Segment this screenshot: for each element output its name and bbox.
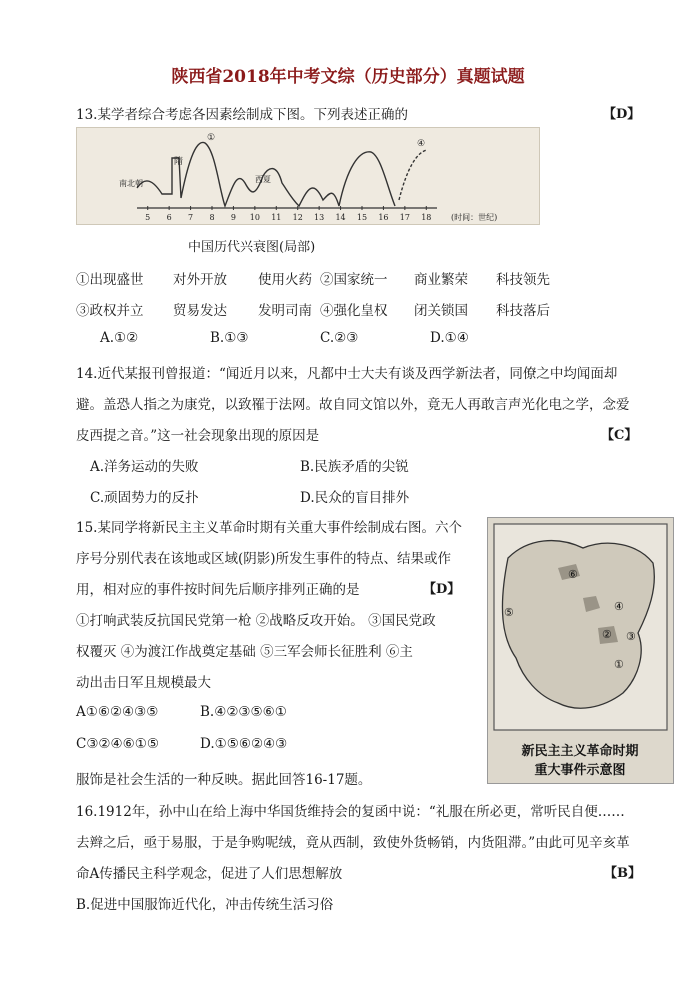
q13-item: ②国家统一: [320, 272, 388, 288]
chart-x-tick-label: 8: [209, 213, 215, 222]
chart-x-tick-label: 5: [145, 213, 151, 222]
q16-answer: 【B】: [604, 866, 641, 881]
q13-item: 科技领先: [496, 272, 550, 288]
q14-line-1: 14.近代某报刊曾报道：“闻近月以来，凡都中士大夫有谈及西学新法者，同僚之中均闻面却: [76, 366, 618, 382]
chart-x-tick-label: 11: [271, 213, 282, 222]
q15-line-5: 权覆灭 ④为渡江作战奠定基础 ⑤三军会师长征胜利 ⑥主: [76, 644, 413, 660]
q13-item: 贸易发达: [173, 303, 227, 319]
section-intro: 服饰是社会生活的一种反映。据此回答16-17题。: [76, 772, 372, 788]
q15-answer: 【D】: [423, 582, 461, 597]
map-number: ②: [602, 628, 612, 641]
chart-x-tick-label: 6: [166, 213, 172, 222]
q14-option: D.民众的盲目排外: [300, 490, 410, 506]
chart-label-1: ①: [207, 133, 216, 143]
q13-item: ④强化皇权: [320, 303, 388, 319]
q16-line-1: 16.1912年，孙中山在给上海中华国货维持会的复函中说：“礼服在所必更，常听民自便……: [76, 804, 625, 820]
chart-x-tick-label: 14: [335, 213, 346, 222]
page-title: 陕西省2018年中考文综（历史部分）真题试题: [171, 67, 525, 87]
q15-option-d: D.①⑤⑥②④③: [200, 736, 288, 752]
chart-x-tick-label: 7: [188, 213, 194, 222]
q13-stem: 13.某学者综合考虑各因素绘制成下图。下列表述正确的: [76, 107, 408, 123]
chart-label-xixia: 西夏: [255, 175, 271, 184]
chart-curve-dashed: [399, 150, 427, 200]
q14-option: A.洋务运动的失败: [90, 459, 199, 475]
q14-option: B.民族矛盾的尖锐: [300, 459, 409, 475]
q15-line-3: 用，相对应的事件按时间先后顺序排列正确的是: [76, 582, 360, 598]
q15-line-1: 15.某同学将新民主主义革命时期有关重大事件绘制成右图。六个: [76, 520, 462, 536]
chart-x-tick-label: 9: [230, 213, 236, 222]
dynasty-chart-svg: [77, 128, 539, 224]
q13-item: ①出现盛世: [76, 272, 144, 288]
map-caption-line-2: 重大事件示意图: [534, 763, 626, 778]
q13-item: 对外开放: [173, 272, 227, 288]
map-number: ④: [614, 600, 624, 613]
map-number: ⑤: [504, 606, 514, 619]
q15-line-6: 动出击日军且规模最大: [76, 675, 211, 691]
q16-line-2: 去辫之后，亟于易服，于是争购呢绒，竟从西制，致使外货畅销，内货阻滞。”由此可见辛亥革: [76, 835, 630, 851]
q13-answer: 【D】: [603, 107, 641, 122]
q14-answer: 【C】: [601, 428, 638, 443]
chart-x-tick-label: 15: [356, 213, 368, 222]
q13-item: 闭关锁国: [414, 303, 468, 319]
chart-x-tick-label: 12: [292, 213, 303, 222]
q14-option: C.顽固势力的反扑: [90, 490, 199, 506]
q14-line-3: 皮西提之音。”这一社会现象出现的原因是: [76, 428, 320, 444]
q15-option-c: C③②④⑥①⑤: [76, 736, 159, 752]
q13-chart-caption: 中国历代兴衰图(局部): [188, 240, 316, 255]
q15-line-2: 序号分别代表在该地或区域(阴影)所发生事件的特点、结果或作: [76, 551, 452, 567]
q16-line-3: 命A传播民主科学观念，促进了人们思想解放: [76, 866, 343, 882]
q13-item: 使用火药: [258, 272, 312, 288]
map-number: ⑥: [568, 568, 578, 581]
q15-line-4: ①打响武装反抗国民党第一枪 ②战略反攻开始。 ③国民党政: [76, 613, 436, 629]
q13-option: B.①③: [210, 330, 249, 346]
q13-item: ③政权并立: [76, 303, 144, 319]
q15-option-a: A①⑥②④③⑤: [76, 704, 159, 720]
map-caption-line-1: 新民主主义革命时期: [521, 744, 639, 759]
chart-x-tick-label: 13: [314, 213, 325, 222]
chart-label-nanbeichao: 南北朝: [119, 179, 143, 188]
q15-option-b: B.④②③⑤⑥①: [200, 704, 287, 720]
q13-option: C.②③: [320, 330, 359, 346]
q14-line-2: 避。盖恐人指之为康党，以致罹于法网。故自同文馆以外，竟无人再敢言声光化电之学，念爱: [76, 397, 630, 413]
dynasty-chart: [76, 127, 540, 225]
q13-item: 发明司南: [258, 303, 312, 319]
chart-label-4: ④: [417, 139, 426, 149]
q13-option: D.①④: [430, 330, 469, 346]
q13-item: 商业繁荣: [414, 272, 468, 288]
map-number: ①: [614, 658, 624, 671]
q16-line-4: B.促进中国服饰近代化，冲击传统生活习俗: [76, 897, 334, 913]
revolution-map-svg: [488, 518, 673, 783]
chart-label-sui: 隋: [174, 157, 184, 167]
q13-item: 科技落后: [496, 303, 550, 319]
chart-xlabel: (时间：世纪): [451, 213, 498, 222]
chart-x-tick-label: 18: [421, 213, 432, 222]
q13-option: A.①②: [100, 330, 139, 346]
chart-x-tick-label: 16: [378, 213, 389, 222]
chart-x-tick-label: 10: [249, 213, 260, 222]
chart-x-tick-label: 17: [399, 213, 410, 222]
map-number: ③: [626, 630, 636, 643]
revolution-map: [487, 517, 674, 784]
